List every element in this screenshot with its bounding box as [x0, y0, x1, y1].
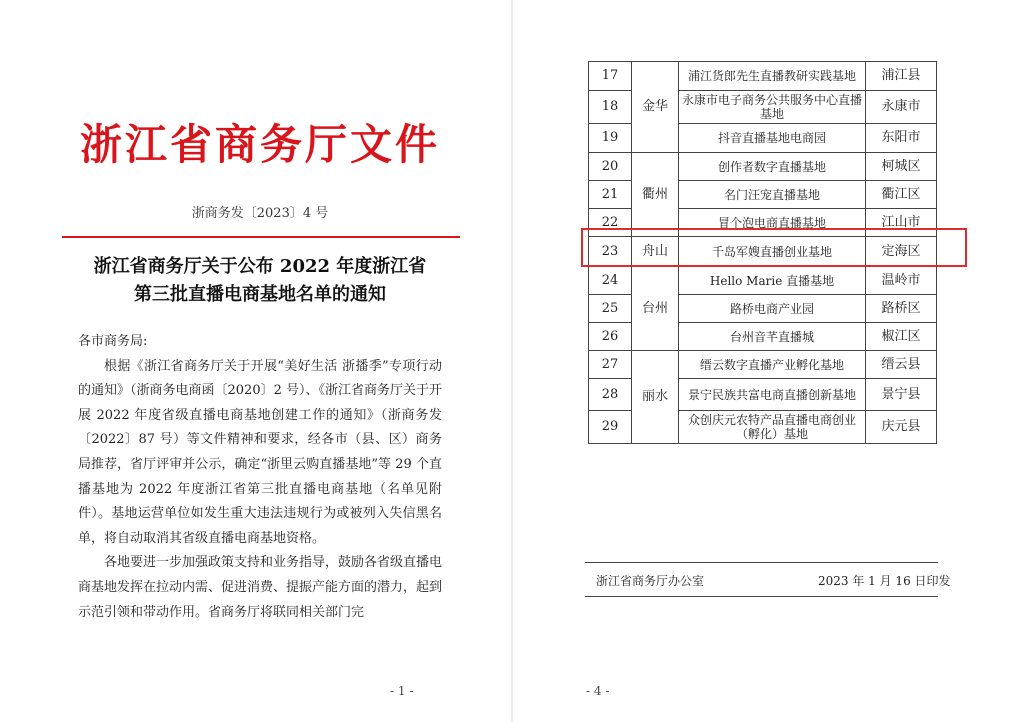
- page-number-left: - 1 -: [390, 684, 414, 698]
- row-number: 24: [589, 267, 632, 295]
- row-number: 21: [589, 181, 632, 209]
- county-cell: 浦江县: [866, 62, 937, 91]
- salutation: 各市商务局:: [78, 334, 148, 349]
- city-cell: 台州: [632, 267, 679, 351]
- base-name: Hello Marie 直播基地: [679, 267, 866, 295]
- row-number: 26: [589, 323, 632, 351]
- county-cell: 江山市: [866, 209, 937, 237]
- county-cell: 庆元县: [866, 411, 937, 444]
- base-name: 冒个泡电商直播基地: [679, 209, 866, 237]
- county-cell: 衢江区: [866, 181, 937, 209]
- issue-line-top: [585, 562, 938, 563]
- base-name: 创作者数字直播基地: [679, 153, 866, 181]
- header-divider: [62, 236, 460, 238]
- document-number: 浙商务发〔2023〕4 号: [191, 206, 329, 221]
- base-name: 缙云数字直播产业孵化基地: [679, 351, 866, 379]
- row-number: 28: [589, 379, 632, 411]
- row-number: 18: [589, 91, 632, 124]
- row-number: 25: [589, 295, 632, 323]
- notice-title-line1: 浙江省商务厅关于公布 2022 年度浙江省: [93, 256, 427, 277]
- issue-date: 2023 年 1 月 16 日印发: [818, 574, 951, 588]
- table-row: [589, 62, 937, 91]
- base-name: 名门汪宠直播基地: [679, 181, 866, 209]
- county-cell: 永康市: [866, 91, 937, 124]
- notice-title-line2: 第三批直播电商基地名单的通知: [134, 284, 386, 305]
- city-cell: 衢州: [632, 153, 679, 237]
- row-number: 29: [589, 411, 632, 444]
- base-name: 永康市电子商务公共服务中心直播基地: [679, 91, 866, 124]
- document-header: 浙江省商务厅文件: [79, 120, 440, 169]
- issuing-office: 浙江省商务厅办公室: [596, 574, 705, 588]
- base-name: 路桥电商产业园: [679, 295, 866, 323]
- body-paragraph-1: 根据《浙江省商务厅关于开展“美好生活 浙播季”专项行动的通知》（浙商务电商函〔2020〕2 号）、《浙江省商务厅关于开展 2022 年度省级直播电商基地创建工作的通知》（浙商务发〔2022〕87 号）等文件精神和要求，经各市（县、区）商务局推荐，省厅评审并公示，确定“浙里云购直播基地”等 29 个直播基地为 2022 年度浙江省第三批直播电商基地（名单见附件）。基地运营单位如发生重大违法违规行为或被列入失信黑名单，将自动取消其省级直播电商基地资格。: [78, 358, 442, 546]
- row-number: 27: [589, 351, 632, 379]
- base-name: 抖音直播基地电商园: [679, 124, 866, 153]
- base-name: 浦江货郎先生直播教研实践基地: [679, 62, 866, 91]
- table-row: [589, 267, 937, 295]
- county-cell: 东阳市: [866, 124, 937, 153]
- notice-title: [60, 253, 460, 309]
- row-number: 22: [589, 209, 632, 237]
- notice-body: [78, 330, 442, 625]
- base-name: 众创庆元农特产品直播电商创业（孵化）基地: [679, 411, 866, 444]
- county-cell: 椒江区: [866, 323, 937, 351]
- city-cell: 丽水: [632, 351, 679, 444]
- body-paragraph-2: 各地要进一步加强政策支持和业务指导，鼓励各省级直播电商基地发挥在拉动内需、促进消费、提振产能方面的潜力，起到示范引领和带动作用。省商务厅将联同相关部门完: [78, 555, 443, 620]
- table-row: [589, 351, 937, 379]
- city-cell: 舟山: [632, 237, 679, 267]
- row-number: 20: [589, 153, 632, 181]
- county-cell: 温岭市: [866, 267, 937, 295]
- row-number: 19: [589, 124, 632, 153]
- base-name: 景宁民族共富电商直播创新基地: [679, 379, 866, 411]
- city-cell: 金华: [632, 62, 679, 153]
- issue-line-bottom: [585, 596, 938, 597]
- county-cell: 定海区: [866, 237, 937, 267]
- page-number-right: - 4 -: [586, 684, 610, 698]
- page-fold: [511, 0, 513, 722]
- county-cell: 景宁县: [866, 379, 937, 411]
- county-cell: 路桥区: [866, 295, 937, 323]
- highlight-box: [581, 228, 967, 267]
- row-number: 17: [589, 62, 632, 91]
- row-number: 23: [589, 237, 632, 267]
- base-name: 千岛军嫂直播创业基地: [679, 237, 866, 267]
- county-cell: 柯城区: [866, 153, 937, 181]
- table-row: [589, 153, 937, 181]
- base-name: 台州音芊直播城: [679, 323, 866, 351]
- county-cell: 缙云县: [866, 351, 937, 379]
